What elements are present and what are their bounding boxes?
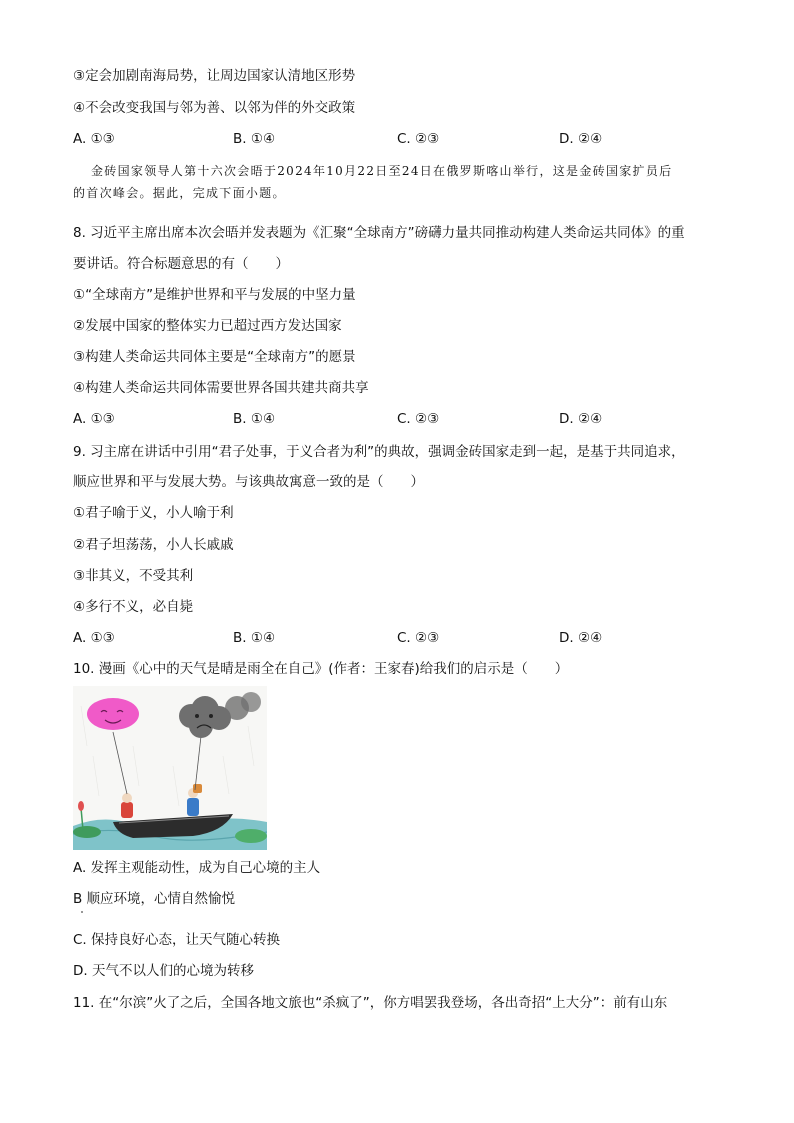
q7-item-3: ③定会加剧南海局势，让周边国家认清地区形势 <box>73 68 356 84</box>
q8-options <box>73 410 713 428</box>
q9-option-a[interactable]: A. ①③ <box>73 630 115 646</box>
stray-dot <box>81 911 83 913</box>
passage-line-2: 的首次峰会。据此，完成下面小题。 <box>73 186 286 200</box>
q8-option-b[interactable]: B. ①④ <box>233 411 276 427</box>
q7-options <box>73 130 713 148</box>
q7-item-4: ④不会改变我国与邻为善、以邻为伴的外交政策 <box>73 100 356 116</box>
passage-line-1: 金砖国家领导人第十六次会晤于2024年10月22日至24日在俄罗斯喀山举行，这是金砖国家扩员后 <box>91 164 673 178</box>
q8-stem-line-1: 8. 习近平主席出席本次会晤并发表题为《汇聚“全球南方”磅礴力量共同推动构建人类命运共同体》的重 <box>73 225 685 241</box>
q8-item-2: ②发展中国家的整体实力已超过西方发达国家 <box>73 318 342 334</box>
q8-item-4: ④构建人类命运共同体需要世界各国共建共商共享 <box>73 380 369 396</box>
q10-option-b[interactable]: B 顺应环境，心情自然愉悦 <box>73 891 236 907</box>
q9-options <box>73 629 713 647</box>
q8-option-c[interactable]: C. ②③ <box>397 411 440 427</box>
q8-option-d[interactable]: D. ②④ <box>559 411 603 427</box>
q9-item-1: ①君子喻于义，小人喻于利 <box>73 505 234 521</box>
q9-stem-line-2: 顺应世界和平与发展大势。与该典故寓意一致的是（ ） <box>73 474 424 490</box>
q8-stem-line-2: 要讲话。符合标题意思的有（ ） <box>73 256 289 272</box>
q7-option-c[interactable]: C. ②③ <box>397 131 440 147</box>
q9-item-3: ③非其义，不受其利 <box>73 568 194 584</box>
q9-option-c[interactable]: C. ②③ <box>397 630 440 646</box>
q8-item-1: ①“全球南方”是维护世界和平与发展的中坚力量 <box>73 287 356 303</box>
q10-option-d[interactable]: D. 天气不以人们的心境为转移 <box>73 963 254 979</box>
q11-stem-line-1: 11. 在“尔滨”火了之后，全国各地文旅也“杀疯了”，你方唱罢我登场，各出奇招“上大分”：前有山东 <box>73 995 668 1011</box>
q10-stem: 10. 漫画《心中的天气是晴是雨全在自己》(作者：王家春)给我们的启示是（ ） <box>73 661 569 677</box>
q7-option-a[interactable]: A. ①③ <box>73 131 115 147</box>
q9-item-4: ④多行不义，必自毙 <box>73 599 194 615</box>
q8-option-a[interactable]: A. ①③ <box>73 411 115 427</box>
q10-option-a[interactable]: A. 发挥主观能动性，成为自己心境的主人 <box>73 860 321 876</box>
q7-option-b[interactable]: B. ①④ <box>233 131 276 147</box>
q9-option-d[interactable]: D. ②④ <box>559 630 603 646</box>
q9-stem-line-1: 9. 习主席在讲话中引用“君子处事，于义合者为利”的典故，强调金砖国家走到一起，是基于共同追求， <box>73 444 685 460</box>
q10-option-c[interactable]: C. 保持良好心态，让天气随心转换 <box>73 932 281 948</box>
q8-item-3: ③构建人类命运共同体主要是“全球南方”的愿景 <box>73 349 356 365</box>
q9-item-2: ②君子坦荡荡，小人长戚戚 <box>73 537 234 553</box>
q9-option-b[interactable]: B. ①④ <box>233 630 276 646</box>
q7-option-d[interactable]: D. ②④ <box>559 131 603 147</box>
weather-mood-cartoon <box>73 686 267 850</box>
